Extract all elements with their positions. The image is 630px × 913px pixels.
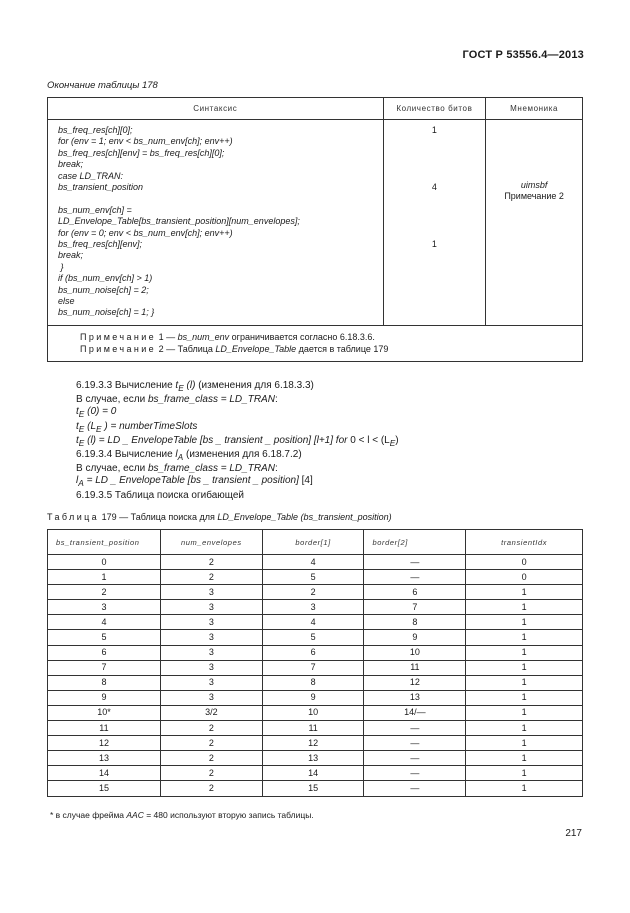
table-cell: 2 xyxy=(160,751,262,766)
table-row xyxy=(48,645,583,660)
table-cell: — xyxy=(364,751,466,766)
table-cell: 3 xyxy=(48,600,161,615)
table-cell: 12 xyxy=(48,736,161,751)
table-178-header-row xyxy=(48,98,583,120)
table-cell: 2 xyxy=(48,585,161,600)
table-cell: 5 xyxy=(262,630,364,645)
table-cell: 2 xyxy=(160,721,262,736)
table-cell: 6 xyxy=(48,645,161,660)
table-cell: 3 xyxy=(160,600,262,615)
table-cell: 3 xyxy=(160,645,262,660)
col-header-border-2: border[2] xyxy=(364,530,466,555)
table-cell: — xyxy=(364,721,466,736)
table-row xyxy=(48,660,583,675)
col-header-bits: Количество битов xyxy=(383,98,486,120)
body-text xyxy=(76,380,399,502)
table-cell: 5 xyxy=(48,630,161,645)
condition-line: В случае, если bs_frame_class = LD_TRAN: xyxy=(76,394,278,406)
table-row xyxy=(48,736,583,751)
table-cell: 8 xyxy=(364,615,466,630)
table-cell: 4 xyxy=(48,615,161,630)
table-row xyxy=(48,570,583,585)
table-cell: 1 xyxy=(466,645,583,660)
table-cell: 5 xyxy=(262,570,364,585)
table-row xyxy=(48,585,583,600)
table-cell: — xyxy=(364,570,466,585)
formula-line: $t_E$ ($L_E$ ) = numberTimeSlots xyxy=(76,420,198,434)
table-cell: 2 xyxy=(160,781,262,796)
table-cell: 1 xyxy=(466,600,583,615)
table-cell: 9 xyxy=(262,690,364,705)
table-cell: — xyxy=(364,766,466,781)
bits-value: 1 xyxy=(431,125,437,135)
col-header-syntax: Синтаксис xyxy=(48,98,384,120)
page-number: 217 xyxy=(565,828,582,839)
table-cell: 8 xyxy=(262,675,364,690)
table-cell: 1 xyxy=(466,585,583,600)
table-cell: 2 xyxy=(160,766,262,781)
table-cell: 12 xyxy=(364,675,466,690)
table-cell: 1 xyxy=(466,690,583,705)
table-cell: 11 xyxy=(262,721,364,736)
table-cell: 13 xyxy=(48,751,161,766)
code-line: break; xyxy=(58,159,84,170)
col-header-border-1: border[1] xyxy=(262,530,364,555)
table-cell: 1 xyxy=(466,766,583,781)
table-179-body xyxy=(48,555,583,797)
table-cell: 1 xyxy=(466,660,583,675)
note-2: Примечание 2 — Таблица LD_Envelope_Table дается в таблице 179 xyxy=(80,343,389,354)
table-cell: 7 xyxy=(364,600,466,615)
table-cell: 15 xyxy=(48,781,161,796)
table-cell: 3 xyxy=(160,630,262,645)
table-179 xyxy=(47,529,583,797)
col-header-num-envelopes: num_envelopes xyxy=(160,530,262,555)
table-cell: — xyxy=(364,555,466,570)
bits-value: 4 xyxy=(431,182,437,192)
table-cell: 1 xyxy=(466,781,583,796)
code-line: bs_num_noise[ch] = 1; } xyxy=(58,307,155,318)
table-cell: 9 xyxy=(364,630,466,645)
table-cell: 11 xyxy=(48,721,161,736)
table-cell: — xyxy=(364,781,466,796)
table-cell: 12 xyxy=(262,736,364,751)
table-cell: 0 xyxy=(466,570,583,585)
table-cell: 10 xyxy=(364,645,466,660)
table-row xyxy=(48,615,583,630)
table-cell: 2 xyxy=(160,570,262,585)
table-cell: 10* xyxy=(48,705,161,720)
table-row xyxy=(48,766,583,781)
table-cell: 6 xyxy=(364,585,466,600)
table-cell: 0 xyxy=(466,555,583,570)
table-cell: 1 xyxy=(466,751,583,766)
table-row xyxy=(48,600,583,615)
code-line: bs_freq_res[ch][env] = bs_freq_res[ch][0]; xyxy=(58,147,225,158)
table-cell: 7 xyxy=(262,660,364,675)
table-row xyxy=(48,751,583,766)
syntax-cell xyxy=(48,120,384,326)
table-179-header-row xyxy=(48,530,583,555)
table-cell: 3 xyxy=(160,585,262,600)
mnemonic-value: uimsbf xyxy=(520,180,548,190)
table-cell: 0 xyxy=(48,555,161,570)
table-178-notes-row xyxy=(48,325,583,361)
code-line: } xyxy=(58,261,64,272)
table-cell: 4 xyxy=(262,555,364,570)
table-cell: 1 xyxy=(466,675,583,690)
table-cell: 1 xyxy=(466,721,583,736)
table-cell: 10 xyxy=(262,705,364,720)
table-179-caption: Таблица 179 — Таблица поиска для LD_Envelope_Table (bs_transient_position) xyxy=(47,512,392,522)
table-row xyxy=(48,630,583,645)
table-178-caption: Окончание таблицы 178 xyxy=(47,80,158,91)
table-cell: 6 xyxy=(262,645,364,660)
table-cell: 15 xyxy=(262,781,364,796)
table-row xyxy=(48,705,583,720)
code-line: bs_transient_position xyxy=(58,182,144,193)
table-cell: 13 xyxy=(364,690,466,705)
table-cell: 3 xyxy=(262,600,364,615)
col-header-transient-position: bs_transient_position xyxy=(48,530,161,555)
table-178-body-row xyxy=(48,120,583,326)
code-line xyxy=(58,193,375,204)
table-cell: 1 xyxy=(466,615,583,630)
table-cell: 14 xyxy=(262,766,364,781)
table-row xyxy=(48,781,583,796)
note-1: Примечание 1 — bs_num_env ограничивается согласно 6.18.3.6. xyxy=(80,331,375,342)
table-cell: 1 xyxy=(466,705,583,720)
table-row xyxy=(48,555,583,570)
code-line: bs_freq_res[ch][env]; xyxy=(58,239,143,250)
table-cell: — xyxy=(364,736,466,751)
code-line: bs_freq_res[ch][0]; xyxy=(58,125,133,135)
code-line: for (env = 0; env < bs_num_env[ch]; env++) xyxy=(58,227,233,238)
code-line: case LD_TRAN: xyxy=(58,170,124,181)
table-cell: 9 xyxy=(48,690,161,705)
section-6-19-3-4: 6.19.3.4 Вычисление $l_A$ (изменения для 6.18.7.2) xyxy=(76,449,302,463)
table-cell: 2 xyxy=(262,585,364,600)
table-row xyxy=(48,675,583,690)
table-cell: 3 xyxy=(160,690,262,705)
code-line: bs_num_noise[ch] = 2; xyxy=(58,284,149,295)
table-cell: 3 xyxy=(160,615,262,630)
code-line: else xyxy=(58,296,75,307)
table-cell: 3/2 xyxy=(160,705,262,720)
bits-cell xyxy=(383,120,486,326)
table-cell: 4 xyxy=(262,615,364,630)
table-cell: 11 xyxy=(364,660,466,675)
bits-value: 1 xyxy=(431,239,437,249)
formula-line: $l_A$ = LD _ EnvelopeTable [bs _ transient _ position] [4] xyxy=(76,475,313,489)
table-cell: 3 xyxy=(160,660,262,675)
condition-line: В случае, если bs_frame_class = LD_TRAN: xyxy=(76,463,278,475)
code-line: if (bs_num_env[ch] > 1) xyxy=(58,273,153,284)
table-cell: 1 xyxy=(466,736,583,751)
mnemonic-note: Примечание 2 xyxy=(504,191,564,202)
table-cell: 3 xyxy=(160,675,262,690)
section-6-19-3-5: 6.19.3.5 Таблица поиска огибающей xyxy=(76,489,245,501)
code-line: LD_Envelope_Table[bs_transient_position][num_envelopes]; xyxy=(58,216,300,227)
table-cell: 1 xyxy=(466,630,583,645)
col-header-mnemonic: Мнемоника xyxy=(486,98,583,120)
table-cell: 2 xyxy=(160,555,262,570)
code-line: bs_num_env[ch] = xyxy=(58,204,132,215)
table-footnote: * в случае фрейма AAC = 480 используют вторую запись таблицы. xyxy=(50,810,314,820)
col-header-transient-idx: transientIdx xyxy=(466,530,583,555)
table-178 xyxy=(47,97,583,362)
table-cell: 8 xyxy=(48,675,161,690)
section-6-19-3-3: 6.19.3.3 Вычисление $t_E$ (l) (изменения для 6.18.3.3) xyxy=(76,380,314,393)
notes-cell xyxy=(48,325,583,361)
table-cell: 14/— xyxy=(364,705,466,720)
formula-line: $t_E$ (0) = 0 xyxy=(76,406,117,420)
table-cell: 14 xyxy=(48,766,161,781)
table-cell: 2 xyxy=(160,736,262,751)
code-line: break; xyxy=(58,250,84,261)
table-cell: 7 xyxy=(48,660,161,675)
mnemonic-cell xyxy=(486,120,583,326)
document-code: ГОСТ Р 53556.4—2013 xyxy=(462,49,584,61)
table-cell: 13 xyxy=(262,751,364,766)
table-cell: 1 xyxy=(48,570,161,585)
table-row xyxy=(48,721,583,736)
formula-line: $t_E$ (l) = LD _ EnvelopeTable [bs _ transient _ position] [l+1] for $0 < l < (L_E)$ xyxy=(76,434,399,448)
table-row xyxy=(48,690,583,705)
code-line: for (env = 1; env < bs_num_env[ch]; env++) xyxy=(58,136,233,147)
